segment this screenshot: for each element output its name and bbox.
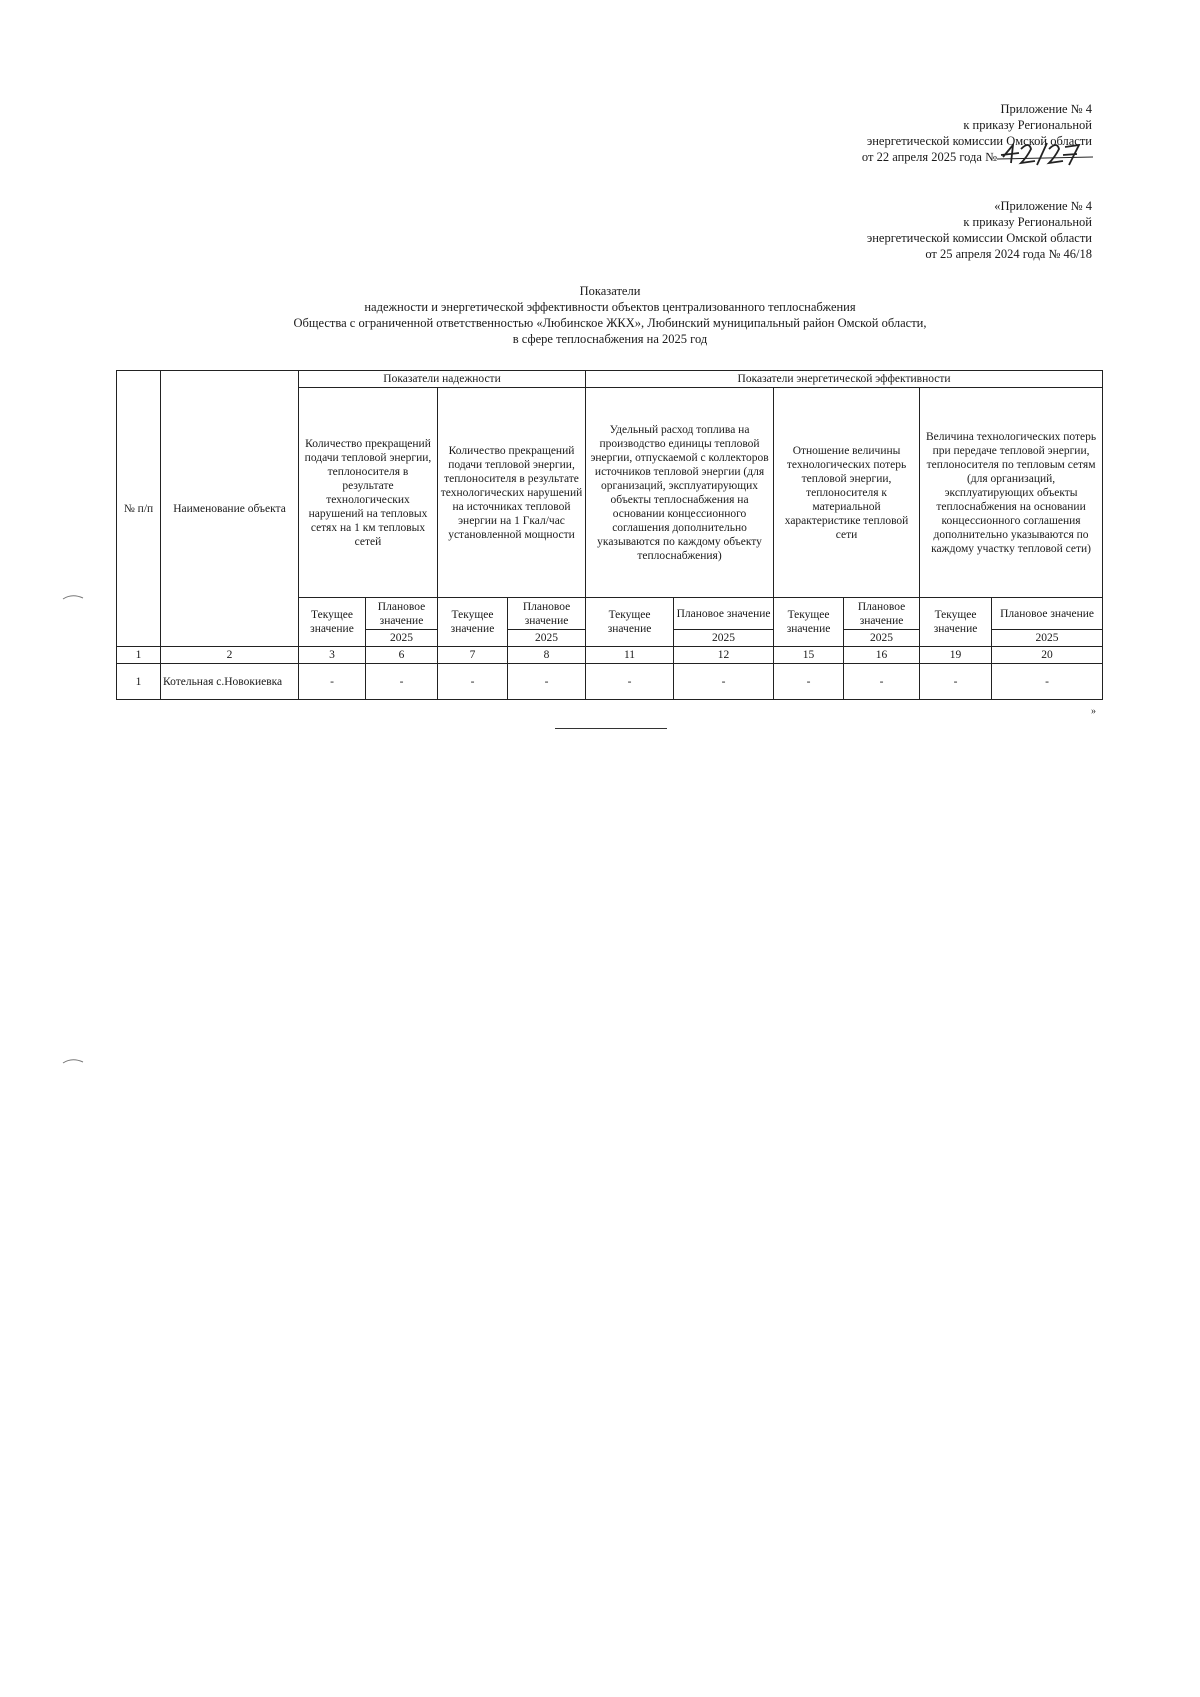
year-header: 2025 — [366, 630, 438, 647]
group-header-efficiency: Показатели энергетической эффективности — [586, 371, 1103, 388]
end-divider — [555, 728, 667, 729]
planned-value-header: Плановое значение — [674, 598, 774, 630]
order-header-line2: к приказу Региональной — [963, 118, 1092, 132]
year-header: 2025 — [844, 630, 920, 647]
table-row — [117, 664, 1103, 700]
column-number: 1 — [117, 647, 161, 664]
year-header: 2025 — [674, 630, 774, 647]
value-cell: - — [586, 664, 674, 700]
title-line1: Показатели — [579, 284, 641, 298]
column-number: 11 — [586, 647, 674, 664]
planned-value-header: Плановое значение — [366, 598, 438, 630]
title-line4: в сфере теплоснабжения на 2025 год — [512, 332, 708, 346]
indicator-header-2: Количество прекращений подачи тепловой энергии, теплоносителя в результате технологических нарушений на источниках тепловой энергии на 1 Гкал/час установленной мощности — [438, 388, 586, 598]
orig-header-line2: к приказу Региональной — [963, 215, 1092, 229]
year-header: 2025 — [992, 630, 1103, 647]
indicator-header-4: Отношение величины технологических потерь тепловой энергии, теплоносителя к материальной характеристике тепловой сети — [774, 388, 920, 598]
indicator-header-5: Величина технологических потерь при передаче тепловой энергии, теплоносителя по тепловым сетям (для организаций, эксплуатирующих объекты теплоснабжения на основании концессионного соглашения дополнительно указываются по каждому участку тепловой сети) — [920, 388, 1103, 598]
order-header-line1: Приложение № 4 — [1000, 102, 1092, 116]
column-number: 7 — [438, 647, 508, 664]
current-value-header: Текущее значение — [438, 598, 508, 647]
planned-value-header: Плановое значение — [508, 598, 586, 630]
year-header: 2025 — [508, 630, 586, 647]
value-cell: - — [438, 664, 508, 700]
indicators-table — [116, 370, 1103, 700]
col-header-num: № п/п — [117, 371, 161, 647]
column-number: 2 — [161, 647, 299, 664]
column-number: 20 — [992, 647, 1103, 664]
title-line3: Общества с ограниченной ответственностью «Любинское ЖКХ», Любинский муниципальный район Омской области, — [293, 316, 927, 330]
handwritten-order-number — [997, 149, 1092, 165]
column-number-row — [117, 647, 1103, 664]
column-number: 15 — [774, 647, 844, 664]
column-number: 16 — [844, 647, 920, 664]
scan-mark — [62, 594, 84, 600]
value-cell: - — [920, 664, 992, 700]
value-cell: - — [674, 664, 774, 700]
column-number: 8 — [508, 647, 586, 664]
order-date-label: от 22 апреля 2025 года № — [861, 150, 997, 164]
current-value-header: Текущее значение — [920, 598, 992, 647]
column-number: 12 — [674, 647, 774, 664]
current-value-header: Текущее значение — [774, 598, 844, 647]
closing-quote: » — [1091, 706, 1096, 717]
column-number: 6 — [366, 647, 438, 664]
current-value-header: Текущее значение — [586, 598, 674, 647]
value-cell: - — [366, 664, 438, 700]
orig-header-line3: энергетической комиссии Омской области — [866, 231, 1092, 245]
order-header-line4 — [862, 149, 1092, 165]
value-cell: - — [992, 664, 1103, 700]
column-number: 3 — [299, 647, 366, 664]
order-header-line3: энергетической комиссии Омской области — [866, 134, 1092, 148]
planned-value-header: Плановое значение — [992, 598, 1103, 630]
value-cell: - — [299, 664, 366, 700]
document-title — [200, 283, 1020, 347]
orig-header-line1: «Приложение № 4 — [994, 199, 1092, 213]
planned-value-header: Плановое значение — [844, 598, 920, 630]
title-line2: надежности и энергетической эффективности объектов централизованного теплоснабжения — [364, 300, 856, 314]
current-value-header: Текущее значение — [299, 598, 366, 647]
orig-header-line4: от 25 апреля 2024 года № 46/18 — [925, 247, 1092, 261]
order-header-original — [867, 198, 1092, 262]
row-number: 1 — [117, 664, 161, 700]
object-name: Котельная с.Новокиевка — [161, 664, 299, 700]
order-header-current — [862, 101, 1092, 165]
group-header-reliability: Показатели надежности — [299, 371, 586, 388]
column-number: 19 — [920, 647, 992, 664]
indicator-header-3: Удельный расход топлива на производство единицы тепловой энергии, отпускаемой с коллекторов источников тепловой энергии (для организаций, эксплуатирующих объекты теплоснабжения на основании концессионного соглашения дополнительно указываются по каждому объекту теплоснабжения) — [586, 388, 774, 598]
indicator-header-1: Количество прекращений подачи тепловой энергии, теплоносителя в результате технологических нарушений на тепловых сетях на 1 км тепловых сетей — [299, 388, 438, 598]
col-header-name: Наименование объекта — [161, 371, 299, 647]
value-cell: - — [844, 664, 920, 700]
value-cell: - — [508, 664, 586, 700]
scan-mark — [62, 1058, 84, 1064]
value-cell: - — [774, 664, 844, 700]
